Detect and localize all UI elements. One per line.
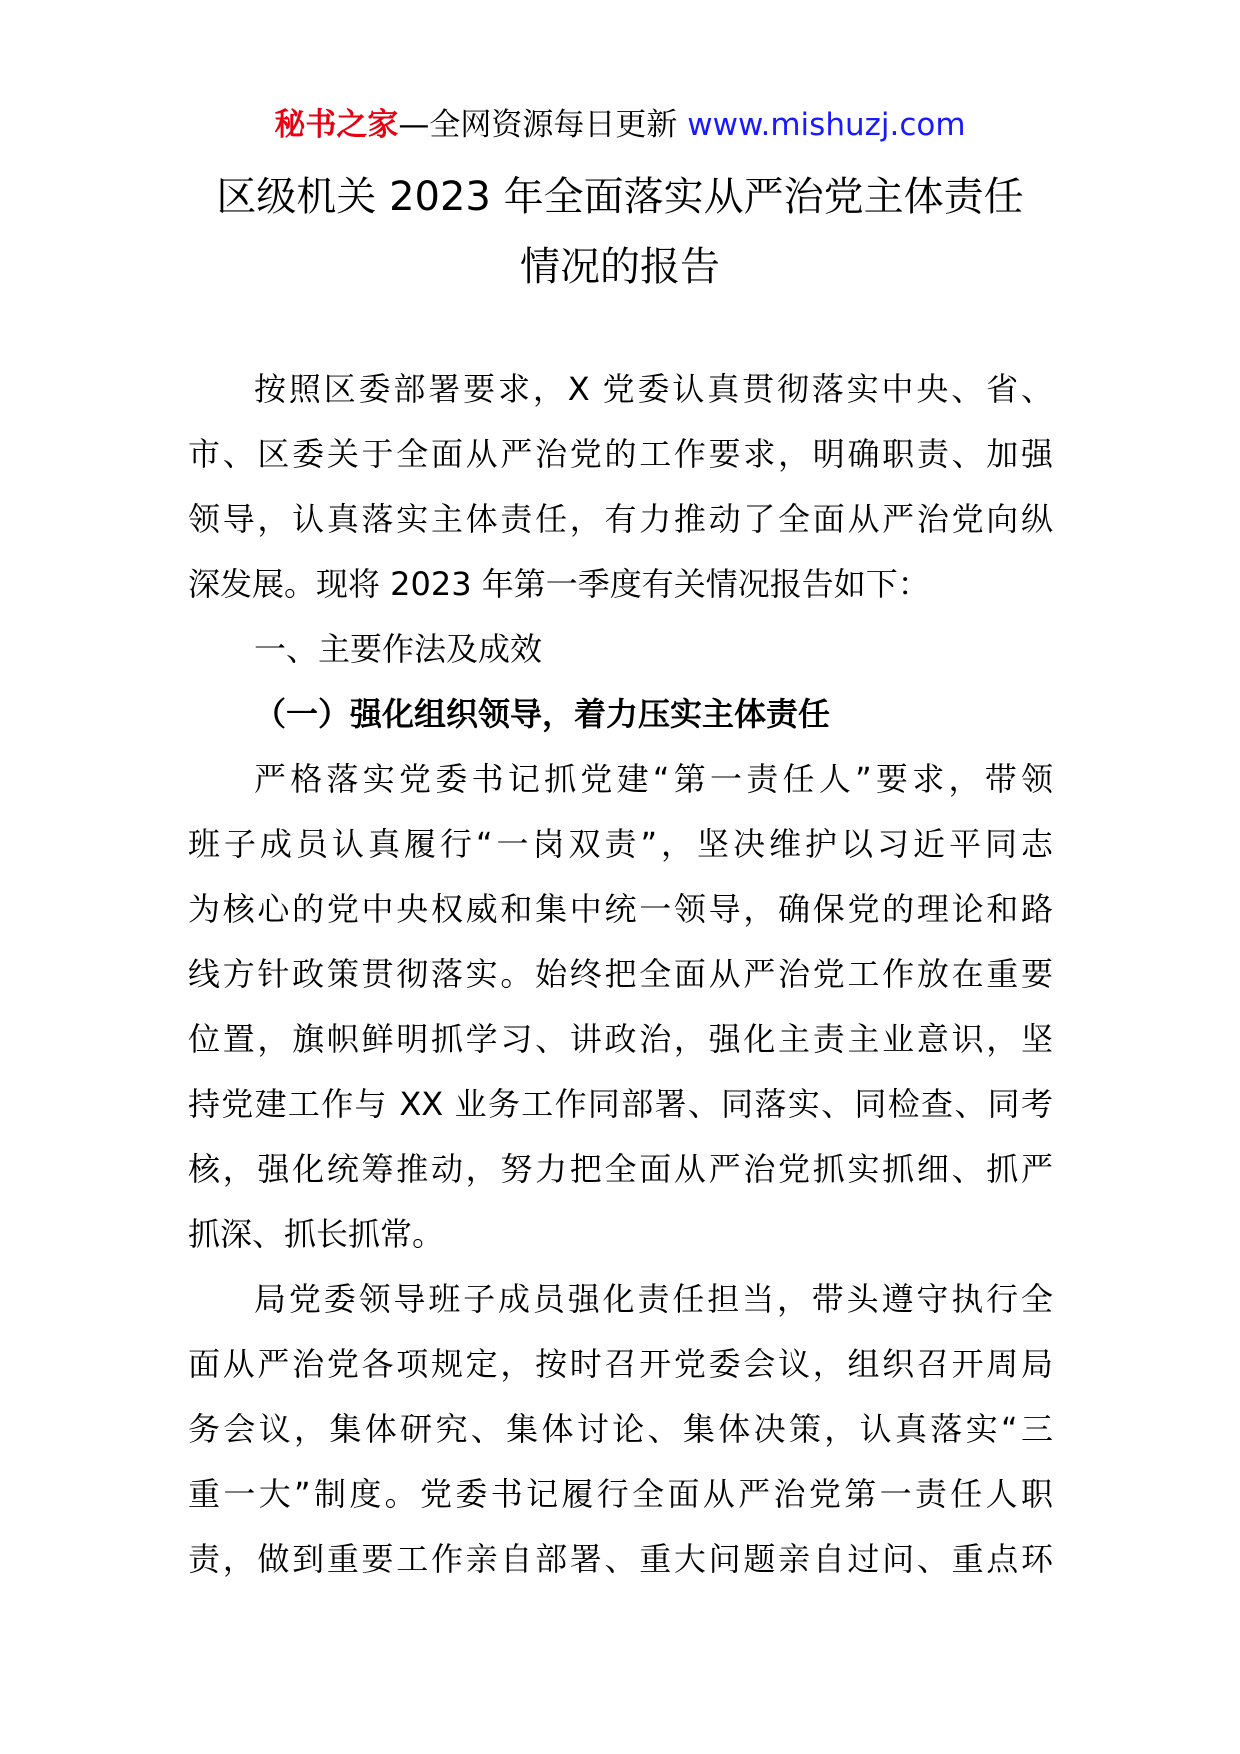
title-line-2: 情况的报告 xyxy=(520,244,720,290)
text-line: 位置，旗帜鲜明抓学习、讲政治，强化主责主业意识，坚 xyxy=(188,1020,1053,1058)
section-heading-text: 一、主要作法及成效 xyxy=(254,630,543,668)
text-line: 线方针政策贯彻落实。始终把全面从严治党工作放在重要 xyxy=(188,955,1053,993)
title-line-1: 区级机关 2023 年全面落实从严治党主体责任 xyxy=(216,174,1024,220)
banner-tagline: —全网资源每日更新 xyxy=(398,107,678,143)
document-body xyxy=(188,357,1053,1592)
intro-paragraph xyxy=(188,357,1053,617)
text-line: 深发展。现将 2023 年第一季度有关情况报告如下： xyxy=(188,565,930,603)
text-line: 务会议，集体研究、集体讨论、集体决策，认真落实“三 xyxy=(188,1410,1053,1448)
text-line: 抓深、抓长抓常。 xyxy=(188,1215,445,1253)
text-line: 责，做到重要工作亲自部署、重大问题亲自过问、重点环 xyxy=(188,1540,1053,1578)
body-paragraph-2 xyxy=(188,1267,1053,1592)
document-title xyxy=(0,162,1240,302)
subsection-heading-1 xyxy=(188,682,1053,747)
text-line: 持党建工作与 XX 业务工作同部署、同落实、同检查、同考 xyxy=(188,1085,1053,1123)
text-line: 重一大”制度。党委书记履行全面从严治党第一责任人职 xyxy=(188,1475,1053,1513)
text-line: 市、区委关于全面从严治党的工作要求，明确职责、加强 xyxy=(188,435,1053,473)
section-heading-1 xyxy=(188,617,1053,682)
text-line: 面从严治党各项规定，按时召开党委会议，组织召开周局 xyxy=(188,1345,1053,1383)
subsection-heading-text: （一）强化组织领导，着力压实主体责任 xyxy=(254,695,831,733)
body-paragraph-1 xyxy=(188,747,1053,1267)
site-banner xyxy=(0,103,1240,147)
text-line: 班子成员认真履行“一岗双责”，坚决维护以习近平同志 xyxy=(188,825,1053,863)
text-line: 为核心的党中央权威和集中统一领导，确保党的理论和路 xyxy=(188,890,1053,928)
site-url-link[interactable]: www.mishuzj.com xyxy=(687,107,966,143)
text-line: 严格落实党委书记抓党建“第一责任人”要求，带领 xyxy=(254,760,1053,798)
text-line: 领导，认真落实主体责任，有力推动了全面从严治党向纵 xyxy=(188,500,1053,538)
text-line: 核，强化统筹推动，努力把全面从严治党抓实抓细、抓严 xyxy=(188,1150,1053,1188)
text-line: 局党委领导班子成员强化责任担当，带头遵守执行全 xyxy=(254,1280,1053,1318)
brand-name: 秘书之家 xyxy=(274,107,399,143)
text-line: 按照区委部署要求，X 党委认真贯彻落实中央、省、 xyxy=(254,370,1053,408)
